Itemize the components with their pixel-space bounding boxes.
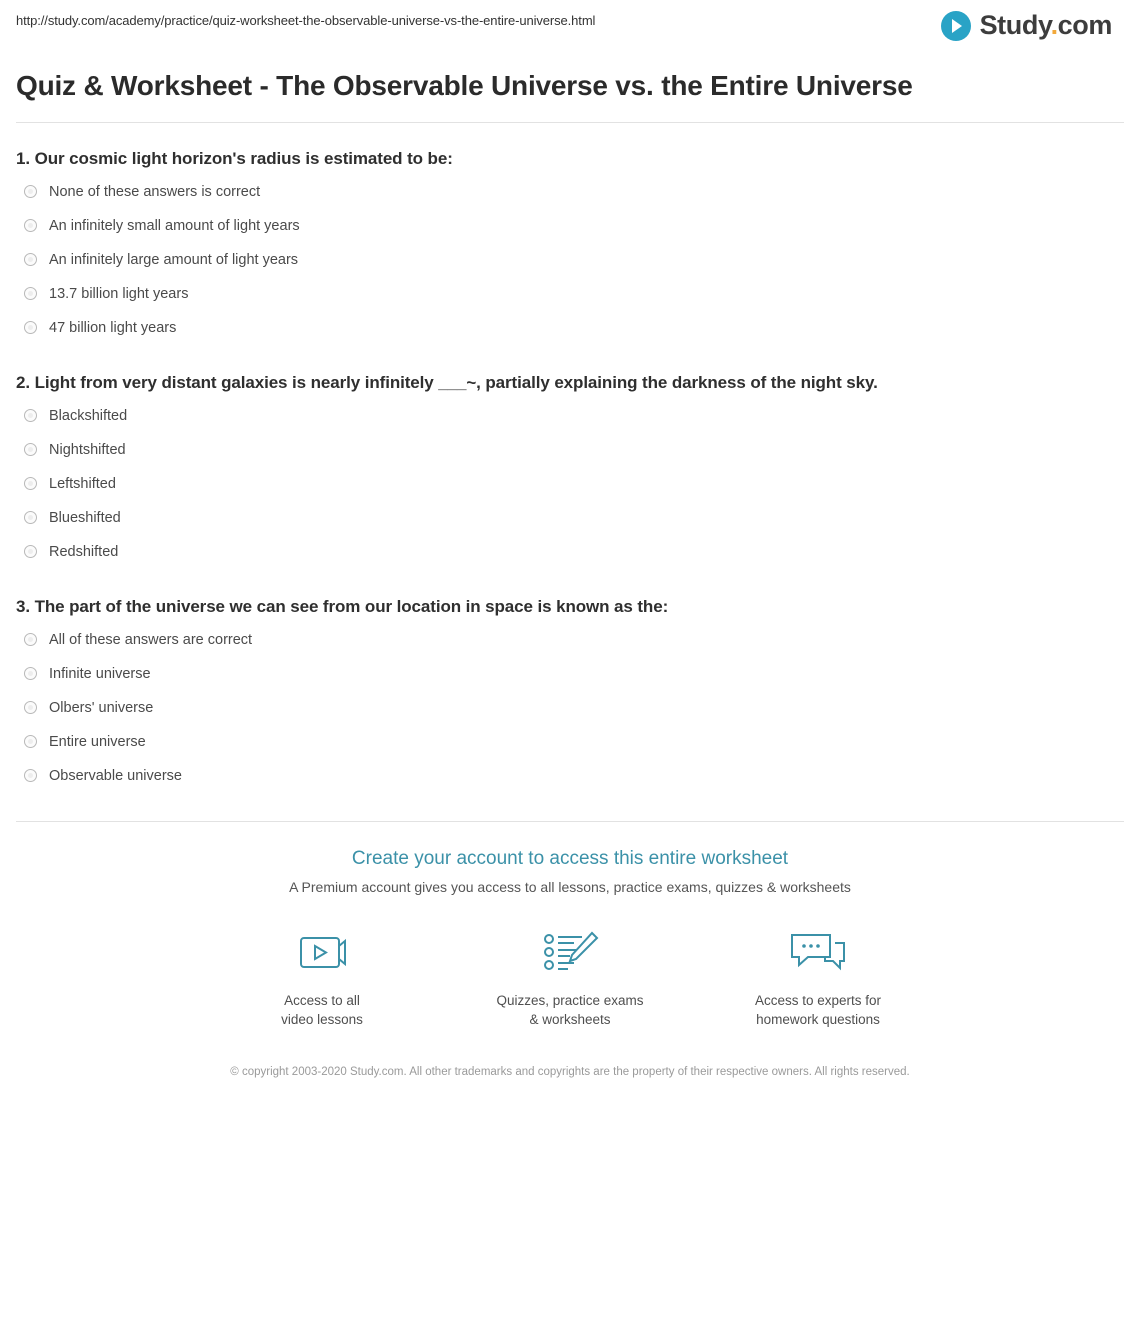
question-text: 3. The part of the universe we can see from our location in space is known as the: [16,596,669,616]
answer-label: Nightshifted [49,441,126,458]
benefit-item [485,925,655,1030]
answer-option[interactable] [16,433,1124,467]
answer-option[interactable] [16,243,1124,277]
answer-option[interactable] [16,501,1124,535]
page-url: http://study.com/academy/practice/quiz-worksheet-the-observable-universe-vs-the-entire-universe.html [16,13,596,28]
answer-option[interactable] [16,399,1124,433]
logo-wordmark [980,10,1112,41]
answer-option[interactable] [16,535,1124,569]
play-circle-icon [941,11,971,41]
benefit-line2: video lessons [281,1012,363,1028]
benefit-line1: Access to experts for [754,992,882,1008]
answer-option[interactable] [16,311,1124,345]
answer-label: Entire universe [49,733,146,750]
benefit-label [237,991,407,1030]
logo-suffix: com [1057,10,1112,40]
answer-label: Leftshifted [49,475,116,492]
answer-option[interactable] [16,623,1124,657]
answer-label: Infinite universe [49,665,151,682]
checklist-pencil-icon [485,925,655,981]
radio-button-icon[interactable] [24,185,37,198]
answer-option[interactable] [16,657,1124,691]
page-header [16,0,1124,54]
radio-button-icon[interactable] [24,667,37,680]
question-block [16,373,1124,569]
copyright-notice: © copyright 2003-2020 Study.com. All other trademarks and copyrights are the property of their respective owners. All rights reserved. [230,1065,910,1078]
chat-bubbles-icon [733,925,903,981]
benefit-item [733,925,903,1030]
answer-label: None of these answers is correct [49,183,261,200]
logo-dot: . [1050,10,1058,40]
answer-label: An infinitely small amount of light years [49,217,300,234]
question-text: 1. Our cosmic light horizon's radius is estimated to be: [16,148,453,168]
answer-option[interactable] [16,175,1124,209]
answer-label: Olbers' universe [49,699,154,716]
answer-label: Blueshifted [49,509,121,526]
question-text: 2. Light from very distant galaxies is nearly infinitely ___~, partially explaining the darkness of the night sky. [16,372,878,392]
radio-button-icon[interactable] [24,477,37,490]
radio-button-icon[interactable] [24,545,37,558]
study-com-logo[interactable] [941,10,1124,41]
radio-button-icon[interactable] [24,701,37,714]
benefit-line2: homework questions [756,1012,880,1028]
radio-button-icon[interactable] [24,769,37,782]
radio-button-icon[interactable] [24,735,37,748]
radio-button-icon[interactable] [24,321,37,334]
benefit-line1: Quizzes, practice exams [496,992,644,1008]
radio-button-icon[interactable] [24,409,37,422]
answer-option[interactable] [16,759,1124,793]
logo-name: Study [979,10,1051,40]
benefit-label [485,991,655,1030]
promo-title[interactable]: Create your account to access this entire worksheet [351,847,789,869]
radio-button-icon[interactable] [24,287,37,300]
account-promo [16,822,1124,1081]
page-title: Quiz & Worksheet - The Observable Universe vs. the Entire Universe [16,70,913,101]
benefit-label [733,991,903,1030]
answer-label: 47 billion light years [49,319,177,336]
answer-options [16,623,1124,793]
answer-label: Observable universe [49,767,182,784]
answer-option[interactable] [16,209,1124,243]
answer-label: An infinitely large amount of light years [49,251,299,268]
benefit-line1: Access to all [284,992,360,1008]
radio-button-icon[interactable] [24,511,37,524]
answer-option[interactable] [16,691,1124,725]
answer-label: All of these answers are correct [49,631,253,648]
answer-option[interactable] [16,467,1124,501]
answer-label: 13.7 billion light years [49,285,189,302]
radio-button-icon[interactable] [24,219,37,232]
answer-option[interactable] [16,725,1124,759]
answer-option[interactable] [16,277,1124,311]
question-block [16,149,1124,345]
questions-list [16,123,1124,793]
radio-button-icon[interactable] [24,253,37,266]
question-block [16,597,1124,793]
radio-button-icon[interactable] [24,633,37,646]
benefit-line2: & worksheets [529,1012,611,1028]
answer-label: Redshifted [49,543,119,560]
answer-options [16,399,1124,569]
promo-subtitle: A Premium account gives you access to all lessons, practice exams, quizzes & worksheets [289,878,851,895]
radio-button-icon[interactable] [24,443,37,456]
answer-options [16,175,1124,345]
benefit-item [237,925,407,1030]
video-player-icon [237,925,407,981]
benefits-list [16,925,1124,1030]
answer-label: Blackshifted [49,407,128,424]
